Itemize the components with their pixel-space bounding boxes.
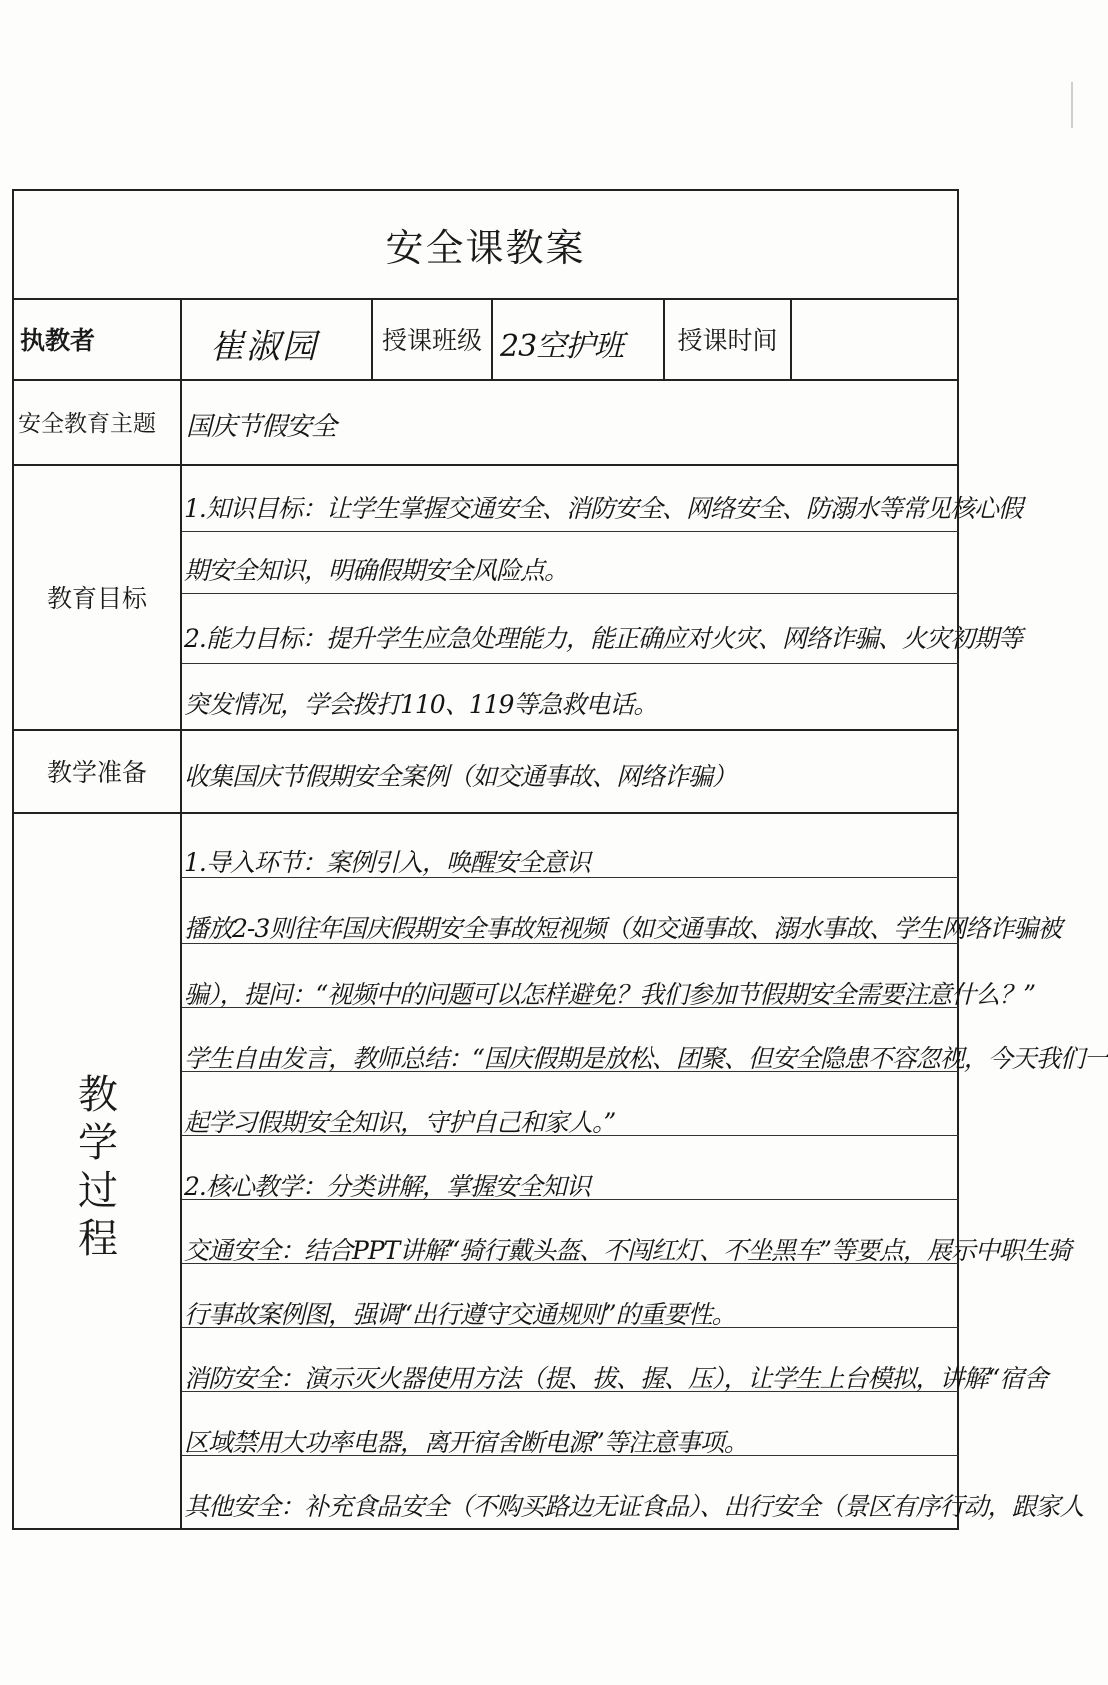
teacher-value: 崔淑园: [210, 327, 318, 367]
ruled-line: [182, 531, 959, 532]
process-label-char: 学: [78, 1120, 118, 1166]
process-line: 区域禁用大功率电器，离开宿舍断电源”等注意事项。: [184, 1428, 748, 1457]
theme-value: 国庆节假安全: [186, 412, 337, 442]
prep-label: 教学准备: [46, 757, 147, 787]
process-line: 起学习假期安全知识，守护自己和家人。”: [184, 1108, 616, 1137]
prep-value: 收集国庆节假期安全案例（如交通事故、网络诈骗）: [184, 762, 737, 791]
scan-edge-mark: [1071, 82, 1073, 128]
theme-label: 安全教育主题: [18, 411, 156, 437]
goals-label: 教育目标: [46, 583, 147, 613]
form-title: 安全课教案: [14, 191, 957, 300]
class-value: 23空护班: [500, 329, 624, 364]
goal-line: 期安全知识，明确假期安全风险点。: [184, 556, 569, 585]
process-line: 交通安全：结合PPT讲解“骑行戴头盔、不闯红灯、不坐黑车”等要点，展示中职生骑: [184, 1236, 1071, 1265]
class-label: 授课班级: [381, 325, 482, 355]
process-label-char: 教: [78, 1072, 118, 1118]
teacher-label: 执教者: [20, 325, 96, 355]
goal-line: 1.知识目标：让学生掌握交通安全、消防安全、网络安全、防溺水等常见核心假: [184, 494, 1022, 523]
goal-line: 2.能力目标：提升学生应急处理能力，能正确应对火灾、网络诈骗、火灾初期等: [184, 624, 1022, 653]
process-line: 2.核心教学：分类讲解，掌握安全知识: [184, 1172, 590, 1201]
column-divider: [180, 298, 182, 1530]
column-divider: [790, 298, 792, 379]
lesson-plan-form: [12, 189, 1108, 1530]
process-label-char: 程: [78, 1216, 118, 1262]
process-line: 1.导入环节：案例引入，唤醒安全意识: [184, 848, 590, 877]
process-label: [14, 1071, 182, 1263]
process-line: 学生自由发言，教师总结：“国庆假期是放松、团聚、但安全隐患不容忽视，今天我们一: [184, 1044, 1108, 1073]
ruled-line: [182, 593, 959, 594]
column-divider: [491, 298, 493, 379]
process-line: 消防安全：演示灭火器使用方法（提、拔、握、压），让学生上台模拟，讲解“宿舍: [184, 1364, 1048, 1393]
process-line: 行事故案例图，强调“出行遵守交通规则”的重要性。: [184, 1300, 736, 1329]
goal-line: 突发情况，学会拨打110、119等急救电话。: [184, 690, 658, 719]
process-line: 骗），提问：“视频中的问题可以怎样避免？我们参加节假期安全需要注意什么？”: [184, 980, 1036, 1009]
process-line: 播放2-3则往年国庆假期安全事故短视频（如交通事故、溺水事故、学生网络诈骗被: [184, 914, 1062, 943]
time-label: 授课时间: [677, 325, 778, 355]
row-divider: [14, 812, 959, 814]
process-label-char: 过: [78, 1168, 118, 1214]
ruled-line: [182, 663, 959, 664]
process-line: 其他安全：补充食品安全（不购买路边无证食品）、出行安全（景区有序行动，跟家人: [184, 1492, 1084, 1521]
